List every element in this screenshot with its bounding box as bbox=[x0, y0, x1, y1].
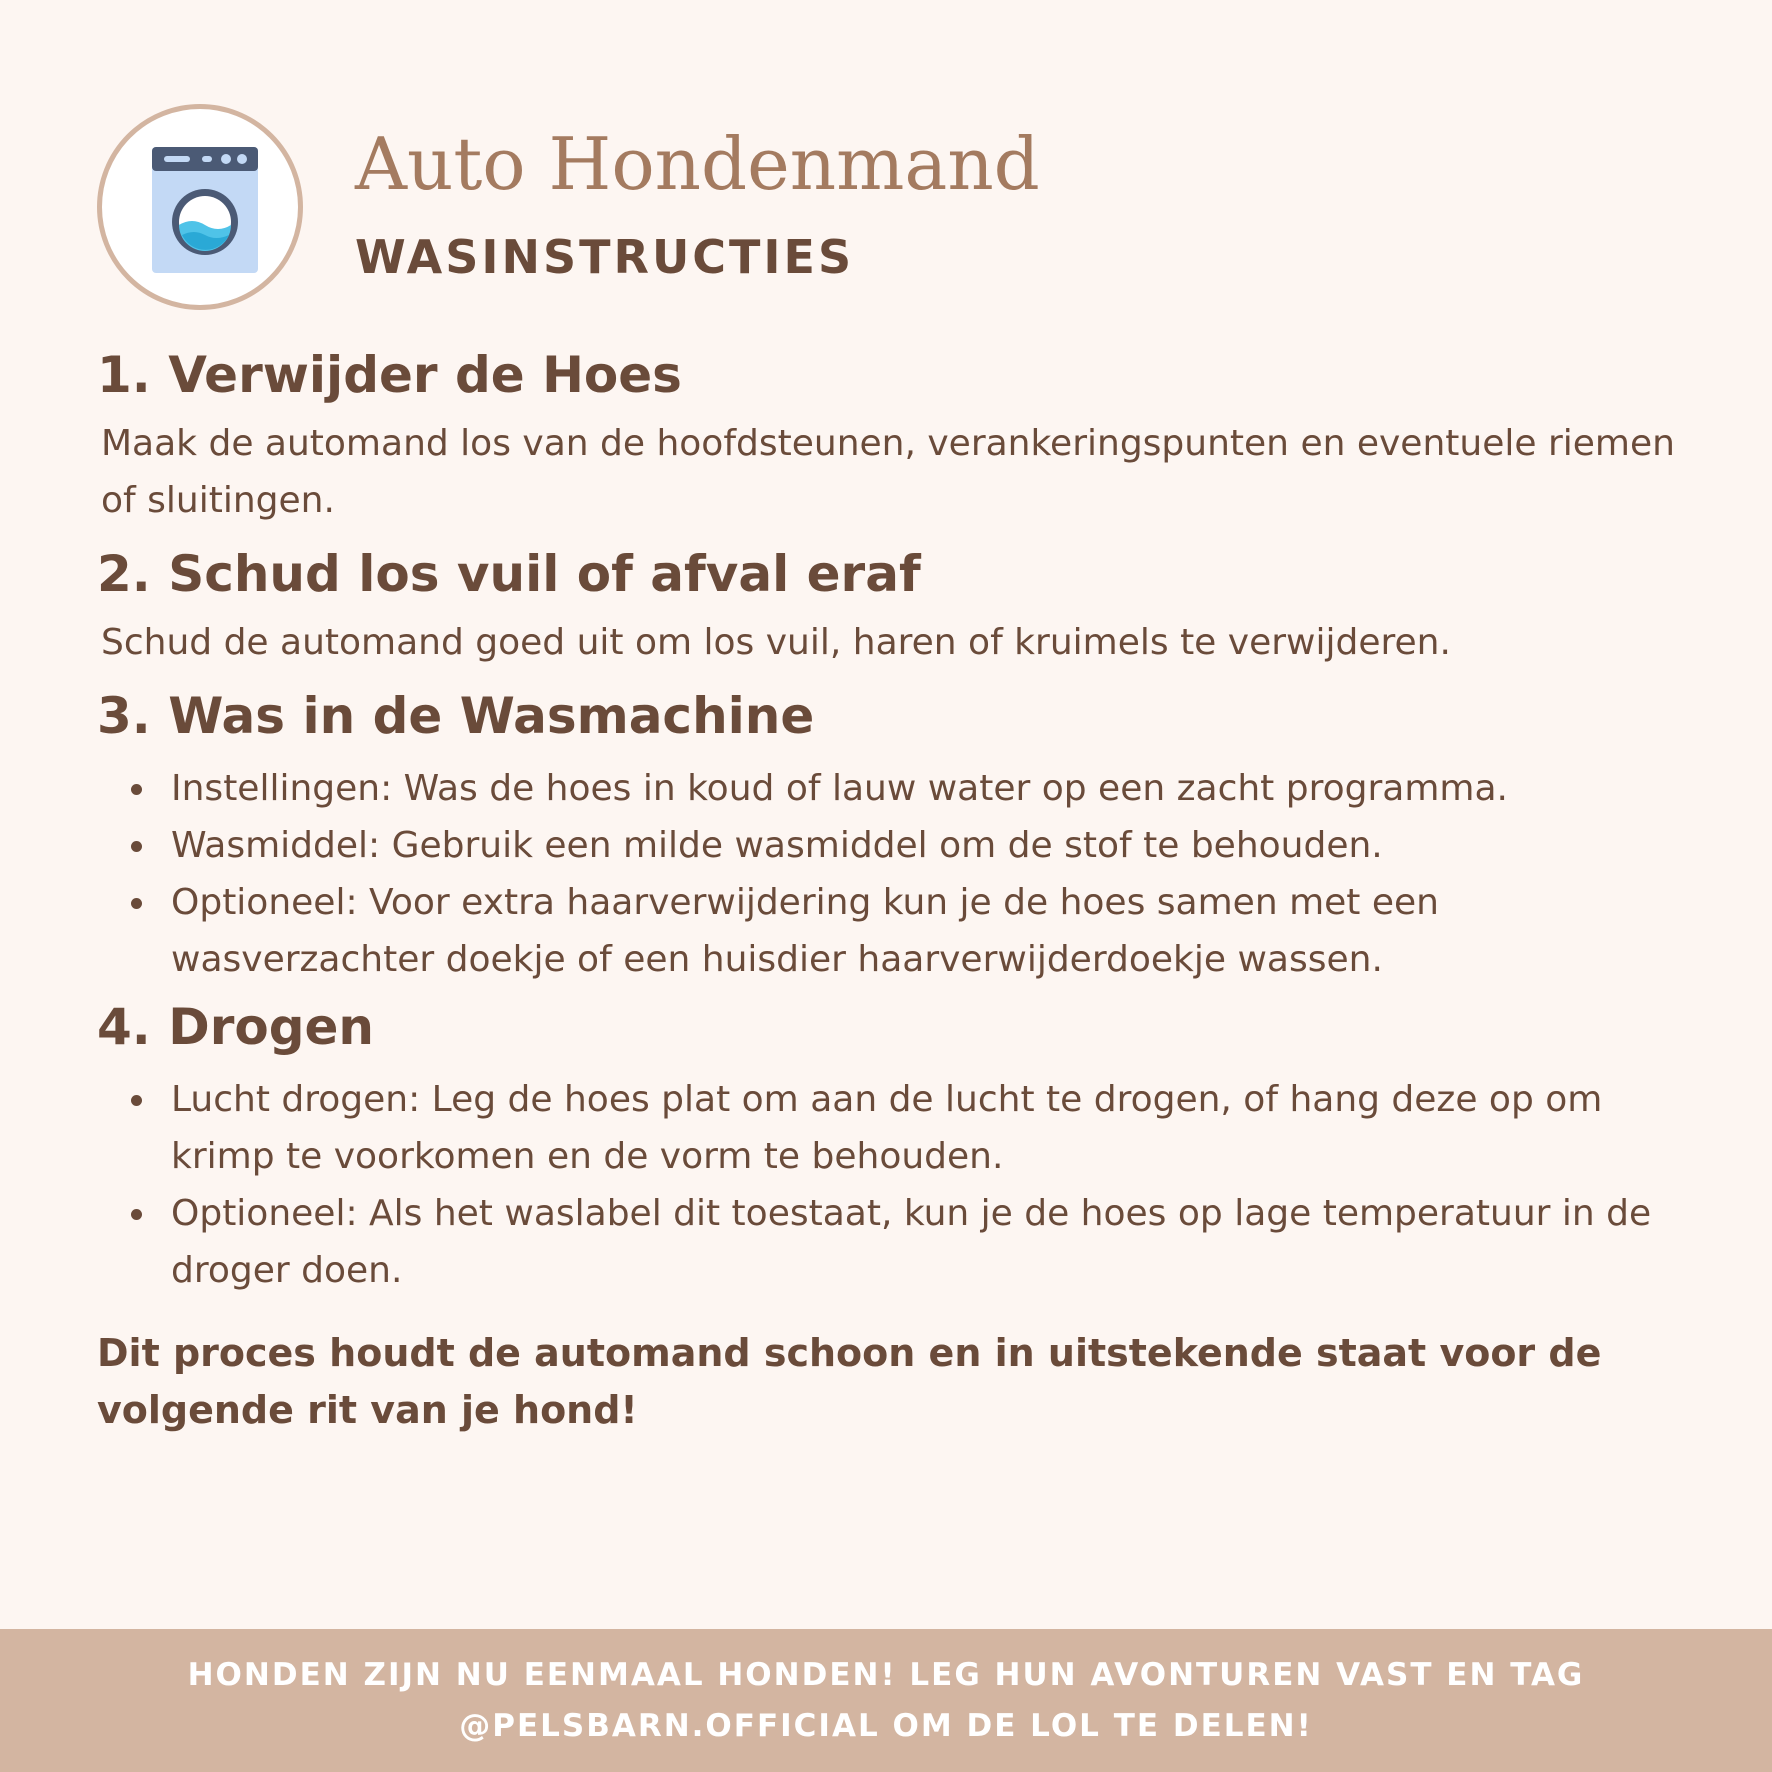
step-2-body: Schud de automand goed uit om los vuil, haren of kruimels te verwijderen. bbox=[101, 622, 1451, 663]
closing-note: Dit proces houdt de automand schoon en in uitstekende staat voor de volgende rit van je hond! bbox=[97, 1331, 1602, 1432]
step-1-heading: 1. Verwijder de Hoes bbox=[97, 346, 682, 404]
washing-machine-icon bbox=[152, 147, 258, 273]
page-subtitle: WASINSTRUCTIES bbox=[355, 230, 855, 284]
list-item: Lucht drogen: Leg de hoes plat om aan de lucht te drogen, of hang deze op om krimp te voorkomen en de vorm te behouden. bbox=[171, 1071, 1677, 1185]
header bbox=[97, 104, 1597, 324]
list-item: Wasmiddel: Gebruik een milde wasmiddel om de stof te behouden. bbox=[171, 817, 1677, 874]
page-title: Auto Hondenmand bbox=[355, 122, 1040, 206]
step-3-heading: 3. Was in de Wasmachine bbox=[97, 687, 815, 745]
footer-line-1: HONDEN ZIJN NU EENMAAL HONDEN! LEG HUN AVONTUREN VAST EN TAG bbox=[187, 1656, 1585, 1693]
icon-badge bbox=[97, 104, 303, 310]
instructions bbox=[97, 348, 1677, 1439]
list-item: Instellingen: Was de hoes in koud of lauw water op een zacht programma. bbox=[171, 760, 1677, 817]
list-item: Optioneel: Als het waslabel dit toestaat, kun je de hoes op lage temperatuur in de droger doen. bbox=[171, 1185, 1677, 1299]
footer-text bbox=[136, 1650, 1636, 1752]
step-1-body: Maak de automand los van de hoofdsteunen, verankeringspunten en eventuele riemen of sluitingen. bbox=[101, 423, 1675, 521]
footer-banner bbox=[0, 1629, 1772, 1772]
footer-line-2: @PELSBARN.OFFICIAL OM DE LOL TE DELEN! bbox=[459, 1707, 1313, 1744]
step-2-heading: 2. Schud los vuil of afval eraf bbox=[97, 545, 921, 603]
step-4-list bbox=[97, 1071, 1677, 1299]
step-4-heading: 4. Drogen bbox=[97, 998, 375, 1056]
list-item: Optioneel: Voor extra haarverwijdering kun je de hoes samen met een wasverzachter doekje of een huisdier haarverwijderdoekje wassen. bbox=[171, 874, 1677, 988]
step-3-list bbox=[97, 760, 1677, 988]
